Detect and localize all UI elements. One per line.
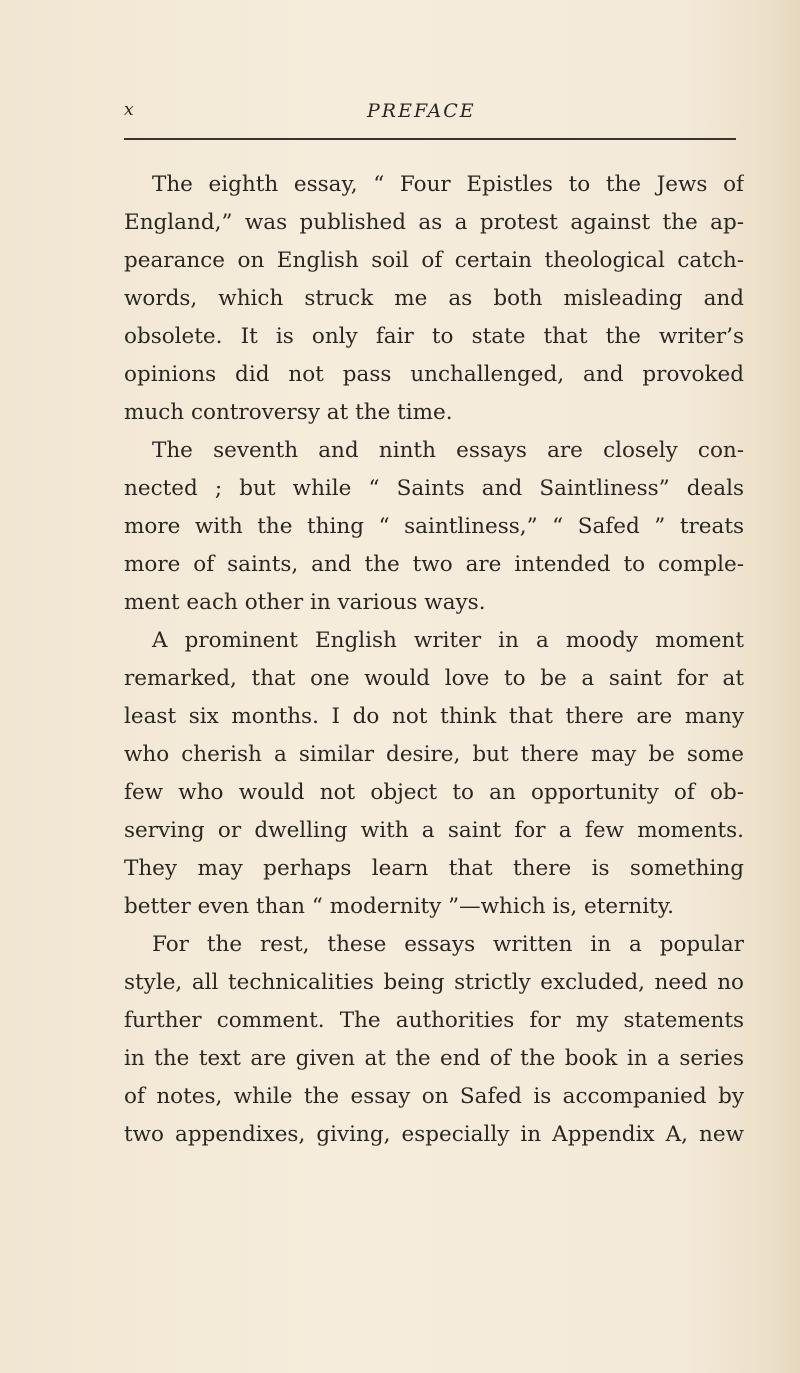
text-line: obsolete. It is only fair to state that the writer’s [124,324,744,349]
text-line: pearance on English soil of certain theological catch- [124,248,744,273]
text-line: nected ; but while “ Saints and Saintliness” deals [124,476,744,501]
text-line: who cherish a similar desire, but there may be some [124,742,744,767]
text-line: further comment. The authorities for my statements [124,1008,744,1033]
text-line: They may perhaps learn that there is something [124,856,744,881]
text-line: remarked, that one would love to be a saint for at [124,666,744,691]
text-line: in the text are given at the end of the book in a series [124,1046,744,1071]
text-line: more of saints, and the two are intended to comple- [124,552,744,577]
text-line: The seventh and ninth essays are closely con- [152,438,744,463]
text-line: style, all technicalities being strictly excluded, need no [124,970,744,995]
text-line: better even than “ modernity ”—which is, eternity. [124,894,674,919]
text-line: The eighth essay, “ Four Epistles to the Jews of [152,172,744,197]
running-head [124,100,736,130]
text-line: least six months. I do not think that there are many [124,704,744,729]
text-line: serving or dwelling with a saint for a few moments. [124,818,744,843]
text-line: England,” was published as a protest against the ap- [124,210,744,235]
text-line: A prominent English writer in a moody moment [152,628,744,653]
text-line: of notes, while the essay on Safed is accompanied by [124,1084,744,1109]
text-line: ment each other in various ways. [124,590,486,615]
page-number: x [124,100,134,120]
body-text [124,166,744,1154]
text-line: two appendixes, giving, especially in Appendix A, new [124,1122,744,1147]
header-rule [124,138,736,140]
text-line: words, which struck me as both misleading and [124,286,744,311]
running-head-title: PREFACE [367,100,476,122]
text-line: few who would not object to an opportunity of ob- [124,780,744,805]
text-line: more with the thing “ saintliness,” “ Safed ” treats [124,514,744,539]
text-line: opinions did not pass unchallenged, and provoked [124,362,744,387]
text-line: For the rest, these essays written in a popular [152,932,744,957]
text-line: much controversy at the time. [124,400,453,425]
